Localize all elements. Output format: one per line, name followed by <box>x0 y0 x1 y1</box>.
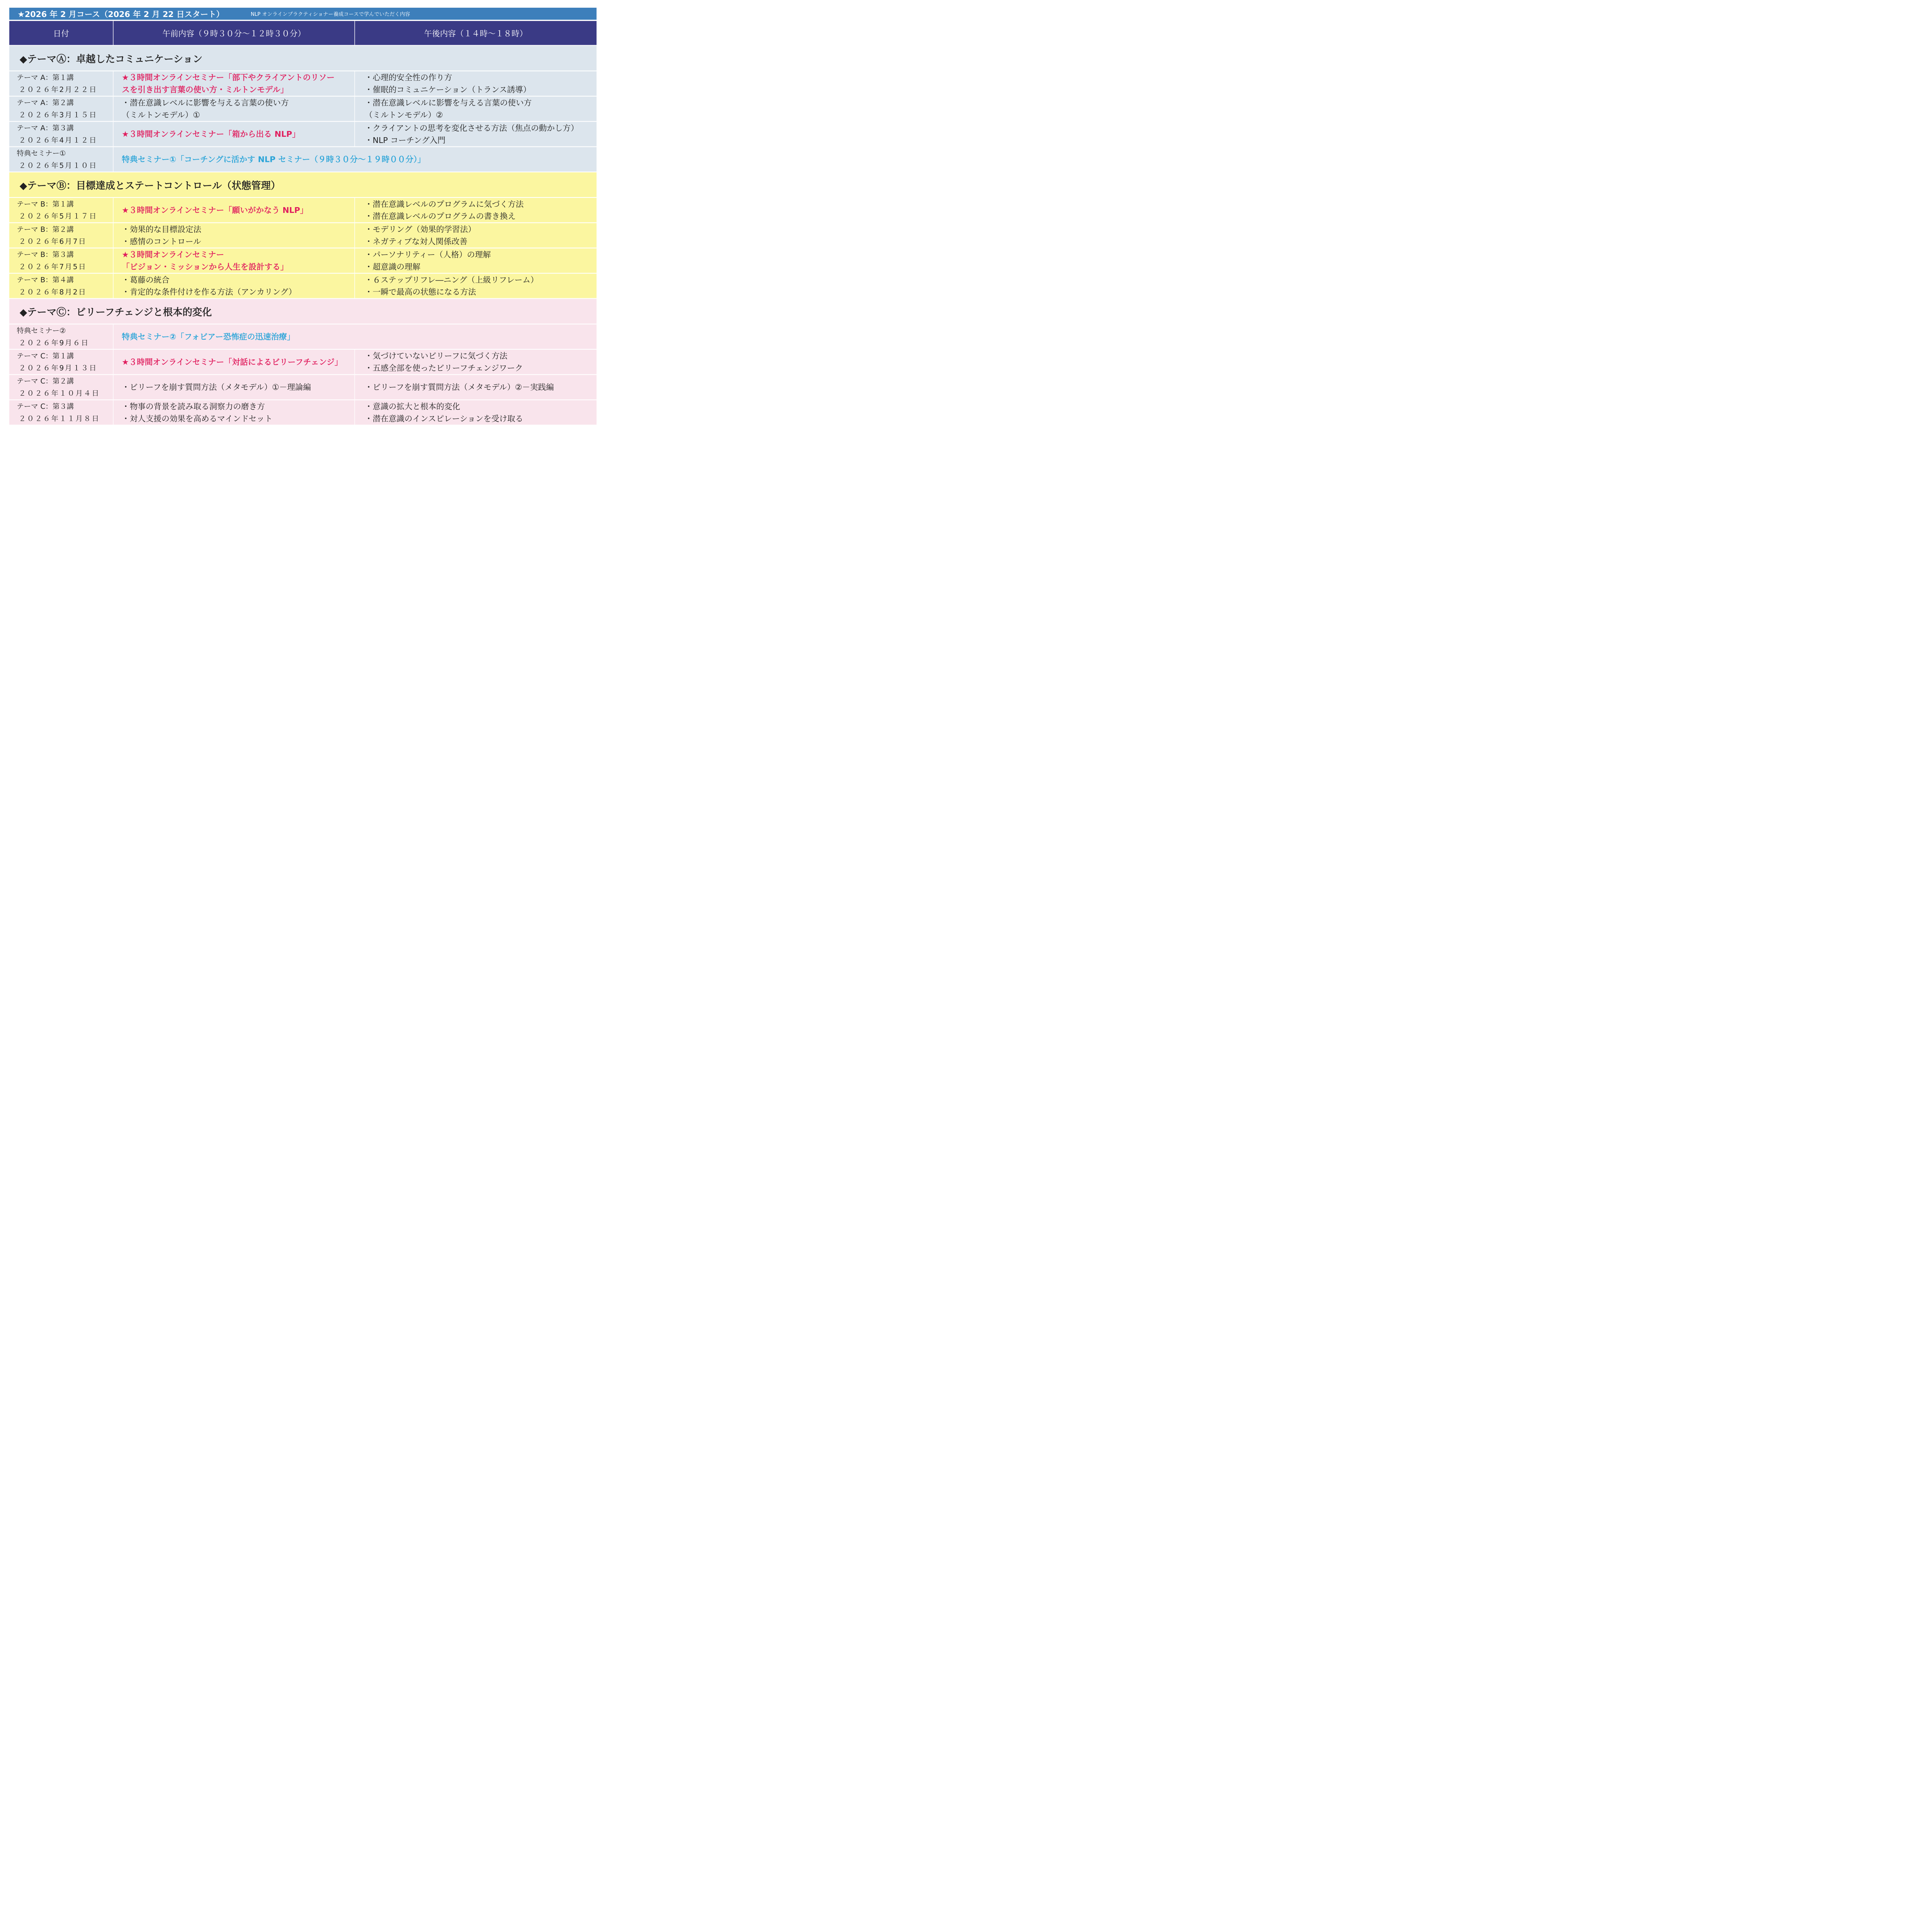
pm-content-cell <box>354 400 597 425</box>
session-date: ２０２６年2月２２日 <box>19 85 97 94</box>
pm-content-cell <box>354 248 597 273</box>
session-label: テーマ A：第１講 <box>17 73 74 82</box>
bonus-seminar-title: 特典セミナー②「フォビアー恐怖症の迅速治療」 <box>122 332 295 342</box>
pm-content-cell <box>354 97 597 121</box>
date-cell <box>9 400 113 425</box>
session-label: テーマ A：第３講 <box>17 124 74 133</box>
content-line: ・潜在意識レベルに影響を与える言葉の使い方 <box>122 98 289 107</box>
am-content-cell <box>113 350 354 374</box>
header-date: 日付 <box>9 21 113 45</box>
pm-content-cell <box>354 198 597 222</box>
course-subtitle: NLP オンラインプラクティショナー養成コースで学んでいただく内容 <box>250 11 410 17</box>
am-content-cell <box>113 122 354 146</box>
page <box>0 0 605 428</box>
session-label: テーマ C：第３講 <box>17 402 74 411</box>
schedule-table <box>9 20 597 425</box>
session-row <box>9 97 597 121</box>
date-cell <box>9 122 113 146</box>
pm-content-cell <box>354 274 597 298</box>
theme-title: ◆テーマⒷ：目標達成とステートコントロール（状態管理） <box>9 172 597 197</box>
session-label: テーマ B：第２講 <box>17 225 74 234</box>
session-date: ２０２６年5月１０日 <box>19 161 97 170</box>
schedule-body <box>9 21 597 425</box>
theme-row <box>9 46 597 71</box>
session-date: ２０２６年6月7日 <box>19 237 87 246</box>
session-date: ２０２６年１１月８日 <box>19 414 100 423</box>
content-line: ★３時間オンラインセミナー「対話によるビリーフチェンジ」 <box>122 357 343 367</box>
bonus-seminar-cell <box>113 325 596 349</box>
date-cell <box>9 223 113 247</box>
am-content-cell <box>113 274 354 298</box>
session-label: テーマ B：第１講 <box>17 200 74 208</box>
content-line: ・６ステップリフレ―ニング（上級リフレーム） <box>364 275 539 285</box>
date-cell <box>9 375 113 399</box>
session-date: ２０２６年7月5日 <box>19 262 87 271</box>
content-line: ★３時間オンラインセミナー「部下やクライアントのリソー <box>122 73 335 82</box>
content-line: ・パーソナリティー（人格）の理解 <box>364 250 491 259</box>
session-row <box>9 325 597 349</box>
pm-content-cell <box>354 375 597 399</box>
theme-title: ◆テーマⒸ：ビリーフチェンジと根本的変化 <box>9 299 597 324</box>
content-line: 「ビジョン・ミッションから人生を設計する」 <box>122 262 289 272</box>
content-line: ★３時間オンラインセミナー <box>122 250 224 259</box>
header-row <box>9 21 597 45</box>
content-line: スを引き出す言葉の使い方・ミルトンモデル」 <box>122 85 289 94</box>
bonus-seminar-title: 特典セミナー①「コーチングに活かす NLP セミナー（９時３０分～１９時００分）」 <box>122 155 425 164</box>
session-label: テーマ A：第２講 <box>17 99 74 107</box>
content-line: ・潜在意識レベルのプログラムに気づく方法 <box>364 199 524 209</box>
content-line: （ミルトンモデル）① <box>122 110 200 120</box>
content-line: ★３時間オンラインセミナー「箱から出る NLP」 <box>122 129 300 139</box>
content-line: ・物事の背景を読み取る洞察力の磨き方 <box>122 401 265 411</box>
content-line: ・意識の拡大と根本的変化 <box>364 401 460 411</box>
date-cell <box>9 97 113 121</box>
content-line: ・潜在意識レベルに影響を与える言葉の使い方 <box>364 98 532 107</box>
content-line: ・モデリング（効果的学習法） <box>364 224 476 234</box>
session-date: ２０２６年9月６日 <box>19 338 89 347</box>
theme-title: ◆テーマⒶ：卓越したコミュニケーション <box>9 46 597 71</box>
session-date: ２０２６年5月１７日 <box>19 212 97 221</box>
content-line: ・潜在意識のインスピレーションを受け取る <box>364 414 523 423</box>
date-cell <box>9 325 113 349</box>
session-row <box>9 71 597 96</box>
session-date: ２０２６年１０月４日 <box>19 389 100 398</box>
am-content-cell <box>113 400 354 425</box>
content-line: ・クライアントの思考を変化させる方法（焦点の動かし方） <box>364 123 579 133</box>
content-line: ・対人支援の効果を高めるマインドセット <box>122 414 273 423</box>
content-line: （ミルトンモデル）② <box>364 110 443 120</box>
header-am: 午前内容（９時３０分～１２時３０分） <box>113 21 354 45</box>
am-content-cell <box>113 248 354 273</box>
session-row <box>9 223 597 247</box>
session-label: 特典セミナー② <box>17 326 66 335</box>
session-label: テーマ B：第３講 <box>17 250 74 259</box>
header-pm: 午後内容（１４時～１８時） <box>354 21 597 45</box>
session-row <box>9 198 597 222</box>
content-line: ・効果的な目標設定法 <box>122 224 201 234</box>
session-date: ２０２６年3月１５日 <box>19 111 97 119</box>
session-row <box>9 248 597 273</box>
date-cell <box>9 71 113 96</box>
content-line: ・超意識の理解 <box>364 262 420 272</box>
content-line: ・一瞬で最高の状態になる方法 <box>364 287 476 297</box>
date-cell <box>9 198 113 222</box>
session-row <box>9 147 597 172</box>
theme-row <box>9 299 597 324</box>
date-cell <box>9 274 113 298</box>
session-label: テーマ C：第２講 <box>17 377 74 386</box>
session-date: ２０２６年8月2日 <box>19 287 87 296</box>
content-line: ・葛藤の統合 <box>122 275 170 285</box>
pm-content-cell <box>354 122 597 146</box>
date-cell <box>9 147 113 172</box>
content-line: ・心理的安全性の作り方 <box>364 73 452 82</box>
content-line: ・NLP コーチング入門 <box>364 135 446 145</box>
session-row <box>9 400 597 425</box>
bonus-seminar-cell <box>113 147 596 172</box>
course-title: ★2026 年 2 月コース（2026 年 2 月 22 日スタート） <box>17 10 224 19</box>
pm-content-cell <box>354 71 597 96</box>
content-line: ・ビリーフを崩す質問方法（メタモデル）①－理論編 <box>122 383 311 392</box>
session-date: ２０２６年4月１２日 <box>19 136 97 145</box>
content-line: ・潜在意識レベルのプログラムの書き換え <box>364 211 516 221</box>
am-content-cell <box>113 375 354 399</box>
session-date: ２０２６年9月１３日 <box>19 364 97 372</box>
title-bar <box>9 8 597 20</box>
content-line: ・感情のコントロール <box>122 236 201 246</box>
am-content-cell <box>113 97 354 121</box>
content-line: ・五感全部を使ったビリーフチェンジワーク <box>364 363 523 373</box>
theme-row <box>9 172 597 197</box>
am-content-cell <box>113 71 354 96</box>
pm-content-cell <box>354 350 597 374</box>
content-line: ・ネガティブな対人関係改善 <box>364 236 468 246</box>
session-label: 特典セミナー① <box>17 149 66 158</box>
content-line: ★３時間オンラインセミナー「願いがかなう NLP」 <box>122 205 308 215</box>
session-row <box>9 375 597 399</box>
content-line: ・気づけていないビリーフに気づく方法 <box>364 351 508 361</box>
content-line: ・催眠的コミュニケーション（トランス誘導） <box>364 85 531 94</box>
session-label: テーマ C：第１講 <box>17 352 74 360</box>
session-row <box>9 122 597 146</box>
session-row <box>9 350 597 374</box>
date-cell <box>9 248 113 273</box>
am-content-cell <box>113 198 354 222</box>
session-row <box>9 274 597 298</box>
content-line: ・ビリーフを崩す質問方法（メタモデル）②－実践編 <box>364 383 554 392</box>
am-content-cell <box>113 223 354 247</box>
date-cell <box>9 350 113 374</box>
pm-content-cell <box>354 223 597 247</box>
content-line: ・肯定的な条件付けを作る方法（アンカリング） <box>122 287 297 297</box>
session-label: テーマ B：第４講 <box>17 276 74 284</box>
